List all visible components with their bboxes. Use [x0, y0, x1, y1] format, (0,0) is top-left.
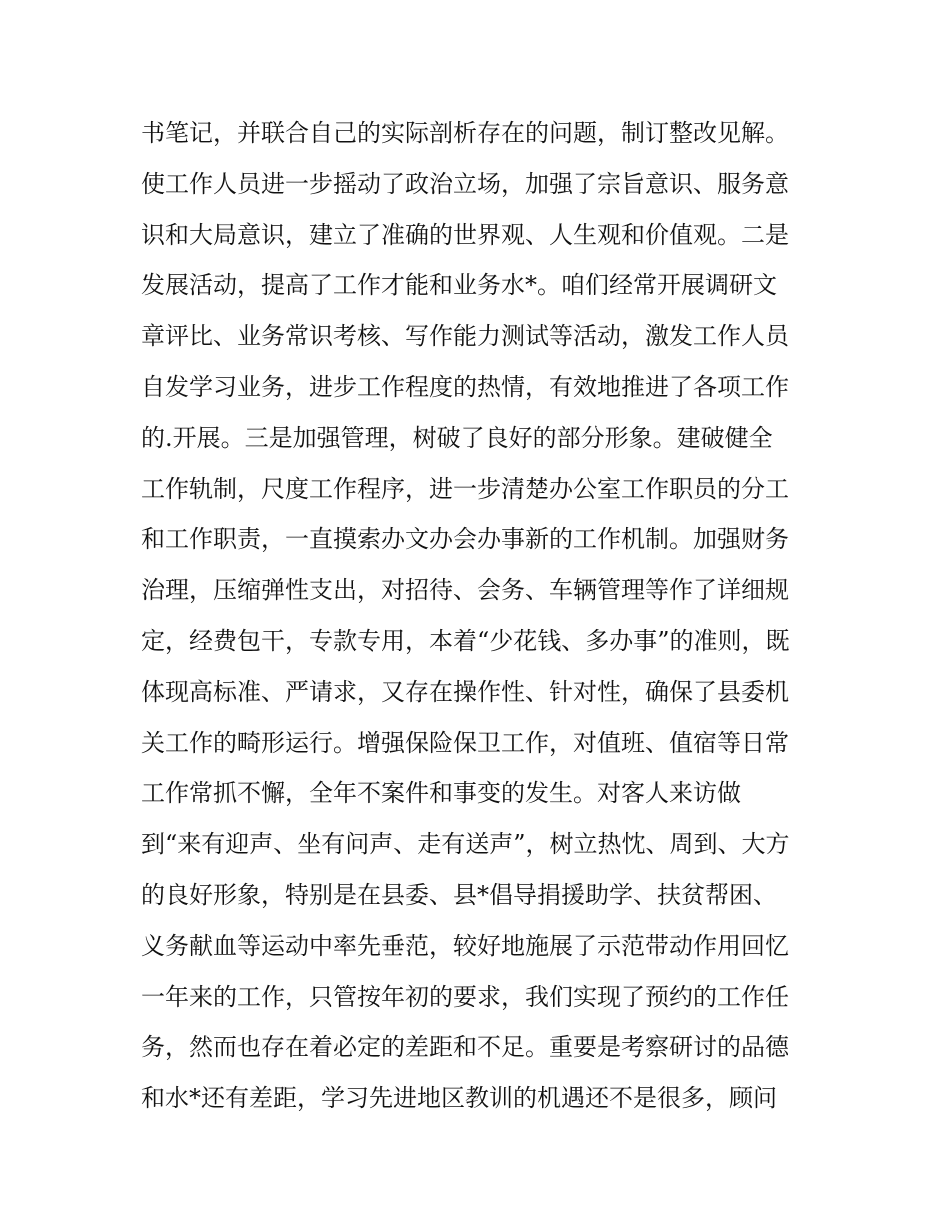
text-line-2: 使工作人员进一步摇动了政治立场，加强了宗旨意识、服务意: [141, 169, 789, 198]
text-line-18: 一年来的工作，只管按年初的要求，我们实现了预约的工作任: [141, 982, 789, 1011]
text-line-6: 自发学习业务，进步工作程度的热情，有效地推进了各项工作: [141, 372, 789, 401]
text-line-13: 关工作的畸形运行。增强保险保卫工作，对值班、值宿等日常: [141, 728, 789, 757]
text-line-12: 体现高标准、严请求，又存在操作性、针对性，确保了县委机: [141, 677, 789, 706]
text-line-14: 工作常抓不懈，全年不案件和事变的发生。对客人来访做: [141, 779, 741, 808]
text-line-19: 务，然而也存在着必定的差距和不足。重要是考察研讨的品德: [141, 1033, 789, 1062]
text-line-3: 识和大局意识，建立了准确的世界观、人生观和价值观。二是: [141, 220, 789, 249]
text-line-4: 发展活动，提高了工作才能和业务水*。咱们经常开展调研文: [141, 271, 777, 300]
text-line-15: 到“来有迎声、坐有问声、走有送声”，树立热忱、周到、大方: [141, 830, 790, 859]
text-line-16: 的良好形象，特别是在县委、县*倡导捐援助学、扶贫帮困、: [141, 880, 777, 909]
text-line-20: 和水*还有差距，学习先进地区教训的机遇还不是很多，顾问: [141, 1084, 777, 1113]
text-line-11: 定，经费包干，专款专用，本着“少花钱、多办事”的准则，既: [141, 626, 790, 655]
text-line-10: 治理，压缩弹性支出，对招待、会务、车辆管理等作了详细规: [141, 576, 789, 605]
body-text: [141, 108, 821, 1124]
text-line-5: 章评比、业务常识考核、写作能力测试等活动，激发工作人员: [141, 322, 789, 351]
text-line-1: 书笔记，并联合自己的实际剖析存在的问题，制订整改见解。: [141, 119, 789, 147]
text-line-17: 义务献血等运动中率先垂范，较好地施展了示范带动作用回忆: [141, 931, 789, 960]
text-line-8: 工作轨制，尺度工作程序，进一步清楚办公室工作职员的分工: [141, 474, 789, 503]
text-line-9: 和工作职责，一直摸索办文办会办事新的工作机制。加强财务: [141, 525, 789, 554]
text-line-7: 的.开展。三是加强管理，树破了良好的部分形象。建破健全: [141, 423, 773, 452]
